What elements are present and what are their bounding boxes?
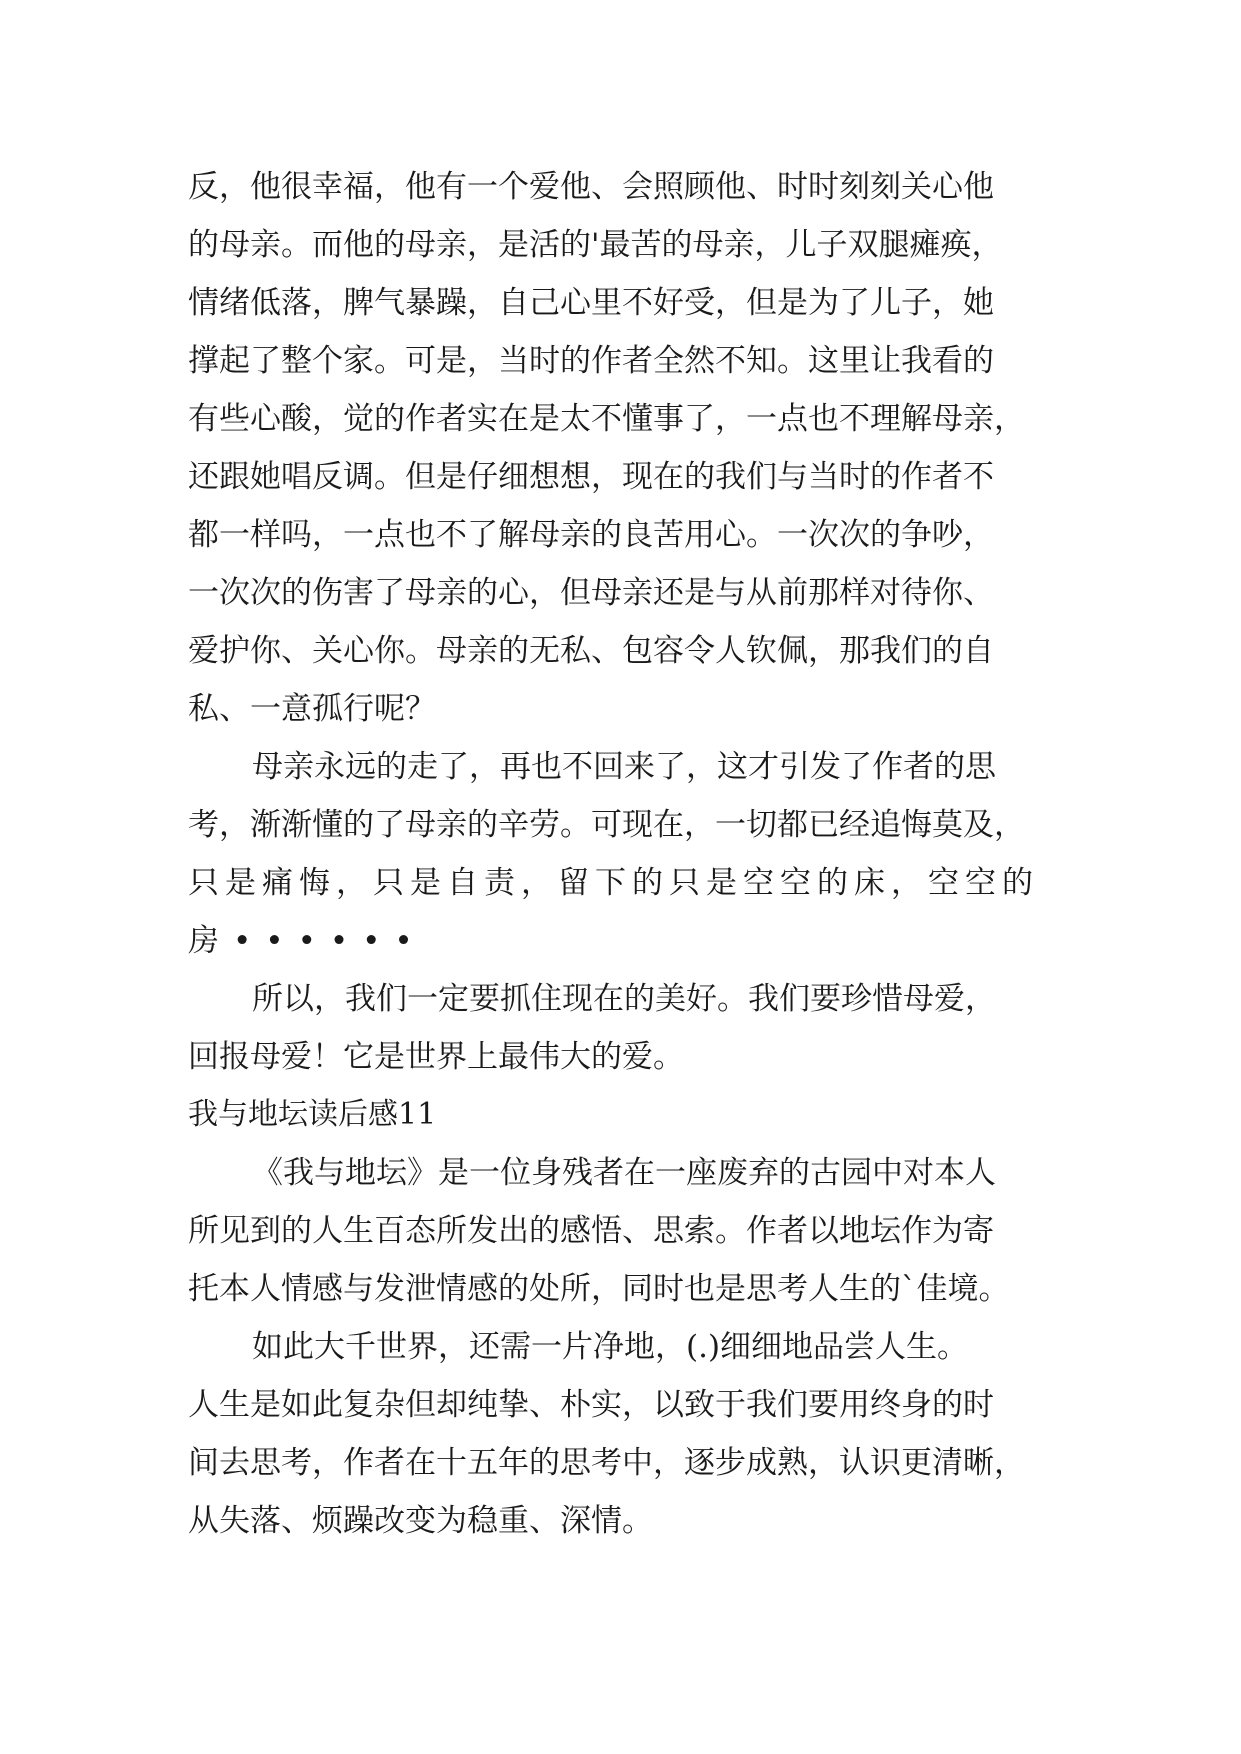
text-line: 如此大千世界，还需一片净地，(.)细细地品尝人生。	[252, 1329, 969, 1365]
paragraph-2	[188, 738, 1060, 970]
paragraph-1	[188, 158, 1060, 738]
text-line: 还跟她唱反调。但是仔细想想，现在的我们与当时的作者不	[188, 459, 994, 495]
text-line: 人生是如此复杂但却纯挚、朴实，以致于我们要用终身的时	[188, 1387, 994, 1423]
text-line: 撑起了整个家。可是，当时的作者全然不知。这里让我看的	[188, 343, 994, 379]
text-line: 间去思考，作者在十五年的思考中，逐步成熟，认识更清晰，	[188, 1445, 1025, 1481]
text-line: 考，渐渐懂的了母亲的辛劳。可现在，一切都已经追悔莫及，	[188, 807, 1025, 843]
text-line: 所见到的人生百态所发出的感悟、思索。作者以地坛作为寄	[188, 1213, 994, 1249]
text-line: 有些心酸，觉的作者实在是太不懂事了，一点也不理解母亲，	[188, 401, 1025, 437]
text-line: 反，他很幸福，他有一个爱他、会照顾他、时时刻刻关心他	[188, 169, 994, 205]
text-line: 《我与地坛》是一位身残者在一座废弃的古园中对本人	[252, 1155, 996, 1191]
text-line: 所以，我们一定要抓住现在的美好。我们要珍惜母爱，	[252, 981, 996, 1017]
text-line: 都一样吗，一点也不了解母亲的良苦用心。一次次的争吵，	[188, 517, 994, 553]
text-line: 只是痛悔，只是自责，留下的只是空空的床，空空的	[188, 865, 1039, 901]
text-line: 托本人情感与发泄情感的处所，同时也是思考人生的`佳境。	[188, 1271, 1010, 1307]
paragraph-4	[188, 1144, 1060, 1318]
text-line: 房••••••	[188, 923, 427, 959]
paragraph-3	[188, 970, 1060, 1086]
section-title: 我与地坛读后感11	[188, 1097, 437, 1132]
text-line: 母亲永远的走了，再也不回来了，这才引发了作者的思	[252, 749, 996, 785]
text-line: 私、一意孤行呢？	[188, 691, 436, 727]
text-line: 的母亲。而他的母亲，是活的'最苦的母亲，儿子双腿瘫痪，	[188, 227, 1003, 263]
document-page	[188, 158, 1060, 1550]
text-line: 爱护你、关心你。母亲的无私、包容令人钦佩，那我们的自	[188, 633, 994, 669]
text-line: 情绪低落，脾气暴躁，自己心里不好受，但是为了儿子，她	[188, 285, 994, 321]
paragraph-5	[188, 1318, 1060, 1550]
text-line: 一次次的伤害了母亲的心，但母亲还是与从前那样对待你、	[188, 575, 994, 611]
text-line: 从失落、烦躁改变为稳重、深情。	[188, 1503, 653, 1539]
text-line: 回报母爱！它是世界上最伟大的爱。	[188, 1039, 684, 1075]
